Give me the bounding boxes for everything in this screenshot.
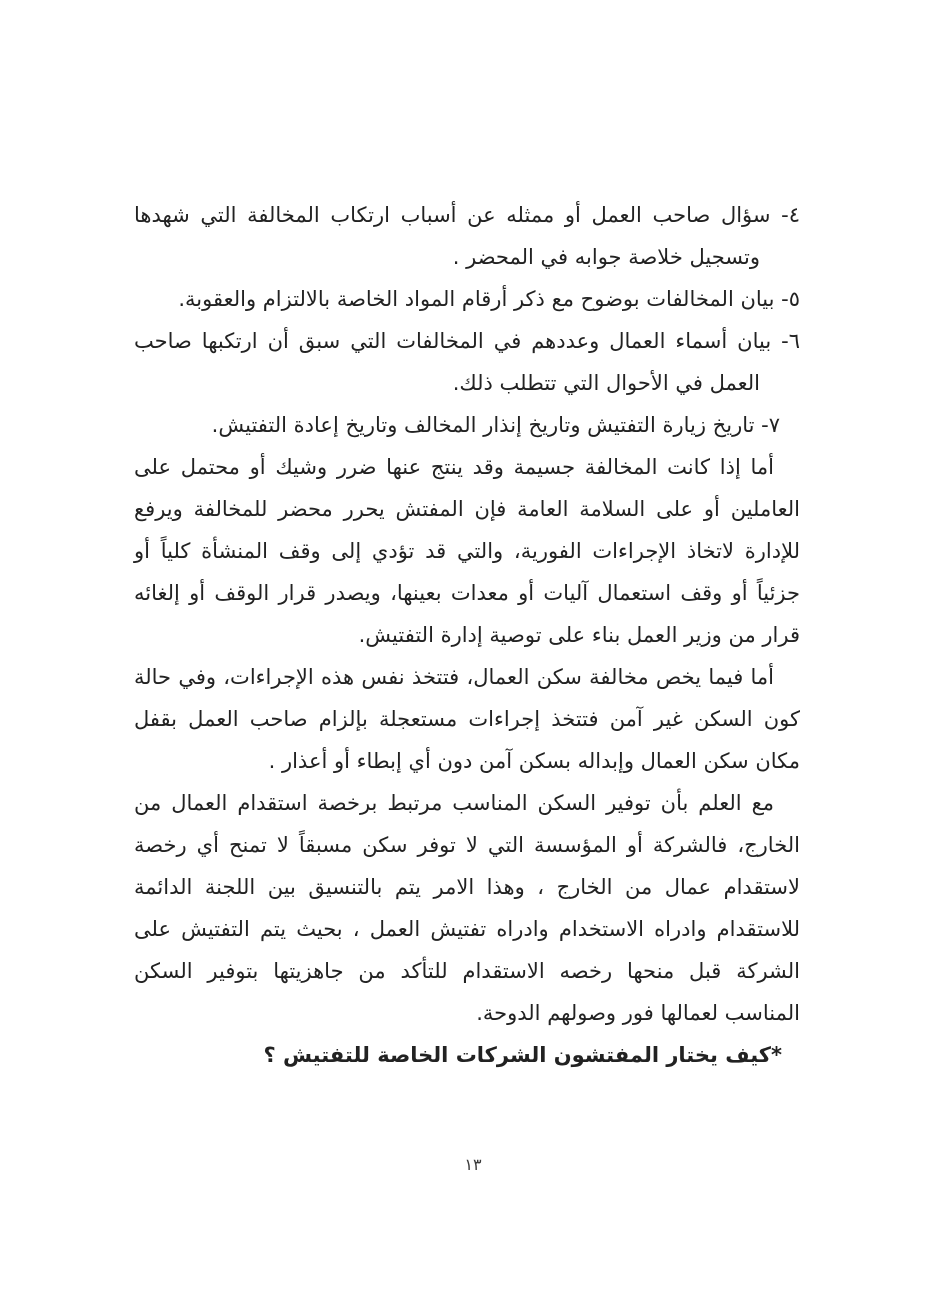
paragraph-serious-violation: أما إذا كانت المخالفة جسيمة وقد ينتج عنها ضرر وشيك أو محتمل على العاملين أو على السلامة العامة فإن المفتش يحرر محضر للمخالفة ويرفع للإدارة لاتخاذ الإجراءات الفورية، والتي قد تؤدي إلى وقف المنشأة كلياً أو جزئياً أو وقف استعمال آليات أو معدات بعينها، ويصدر قرار الوقف أو إلغائه قرار من وزير العمل بناء على توصية إدارة التفتيش.: [134, 455, 800, 647]
list-item-5: ٥- بيان المخالفات بوضوح مع ذكر أرقام المواد الخاصة بالالتزام والعقوبة.: [178, 287, 800, 311]
list-item-4: ٤- سؤال صاحب العمل أو ممثله عن أسباب ارتكاب المخالفة التي شهدها وتسجيل خلاصة جوابه في المحضر .: [134, 203, 800, 269]
list-item-6: ٦- بيان أسماء العمال وعددهم في المخالفات التي سبق أن ارتكبها صاحب العمل في الأحوال التي تتطلب ذلك.: [134, 329, 800, 395]
paragraph-recruitment-license: مع العلم بأن توفير السكن المناسب مرتبط برخصة استقدام العمال من الخارج، فالشركة أو المؤسسة التي لا توفر سكن مسبقاً لا تمنح أي رخصة لاستقدام عمال من الخارج ، وهذا الامر يتم بالتنسيق بين اللجنة الدائمة للاستقدام وادراه الاستخدام وادراه تفتيش العمل ، بحيث يتم التفتيش على الشركة قبل منحها رخصه الاستقدام للتأكد من جاهزيتها بتوفير السكن المناسب لعمالها فور وصولهم الدوحة.: [134, 791, 800, 1025]
paragraph-worker-housing: أما فيما يخص مخالفة سكن العمال، فتتخذ نفس هذه الإجراءات، وفي حالة كون السكن غير آمن فتتخذ إجراءات مستعجلة بإلزام صاحب العمل بقفل مكان سكن العمال وإبداله بسكن آمن دون أي إبطاء أو أعذار .: [134, 665, 800, 773]
page-number: ١٣: [464, 1155, 482, 1174]
list-item-7: ٧- تاريخ زيارة التفتيش وتاريخ إنذار المخالف وتاريخ إعادة التفتيش.: [211, 413, 780, 437]
document-body: [134, 194, 800, 1076]
section-heading-question: *كيف يختار المفتشون الشركات الخاصة للتفتيش ؟: [263, 1043, 782, 1067]
